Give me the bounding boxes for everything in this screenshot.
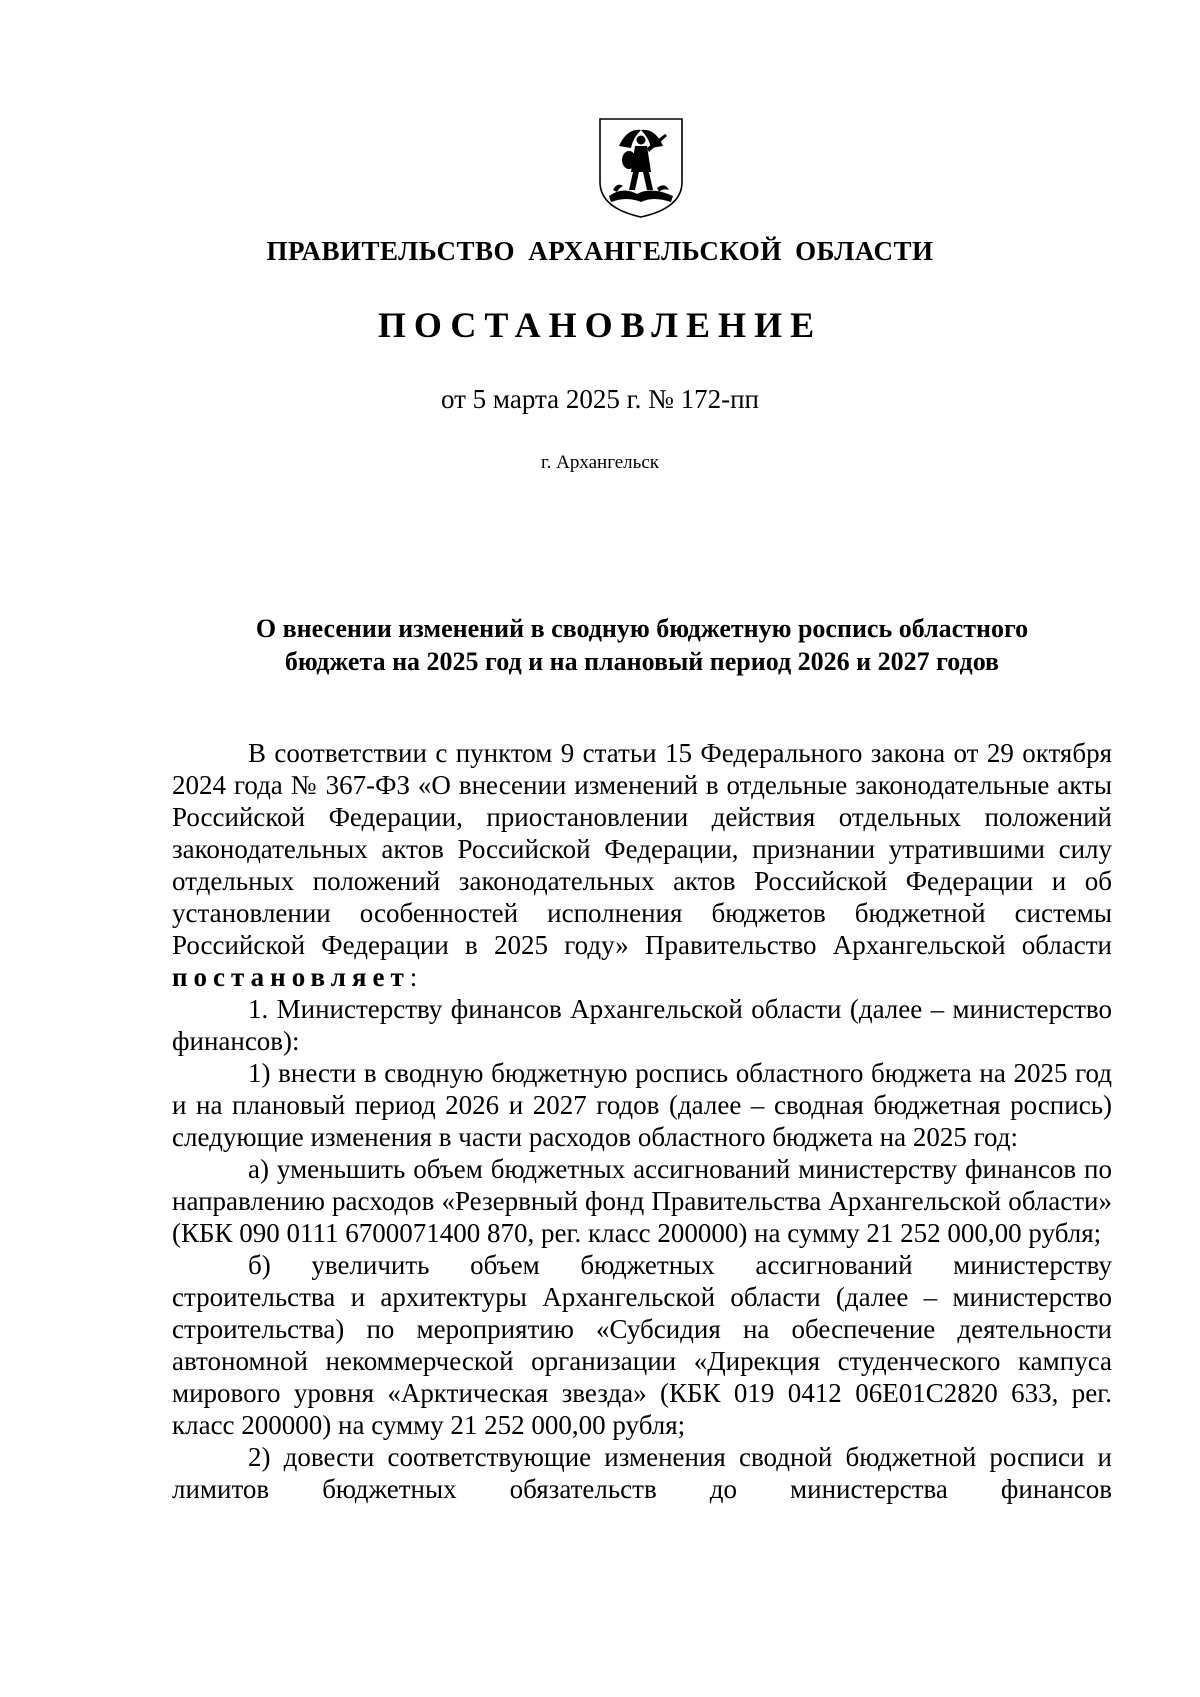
government-title: ПРАВИТЕЛЬСТВО АРХАНГЕЛЬСКОЙ ОБЛАСТИ	[266, 236, 934, 266]
paragraph-subitem-a: а) уменьшить объем бюджетных ассигнований министерству финансов по направлению расходов «Резервный фонд Правительства Архангельской области» (КБК 090 0111 6700071400 870, рег. класс 200000) на сумму 21 252 000,00 рубля;	[172, 1154, 1112, 1248]
paragraph-subitem-1: 1) внести в сводную бюджетную роспись областного бюджета на 2025 год и на плановый период 2026 и 2027 годов (далее – сводная бюджетная роспись) следующие изменения в части расходов областного бюджета на 2025 год:	[172, 1058, 1112, 1152]
document-body	[172, 737, 1112, 1505]
paragraph-subitem-2: 2) довести соответствующие изменения сводной бюджетной росписи и лимитов бюджетных обязательств до министерства финансов	[172, 1442, 1112, 1504]
resolves-word: постановляет	[172, 962, 410, 992]
document-subject	[172, 612, 1112, 678]
paragraph-subitem-b: б) увеличить объем бюджетных ассигнований министерству строительства и архитектуры Архангельской области (далее – министерство строительства) по мероприятию «Субсидия на обеспечение деятельности автономной некоммерческой организации «Дирекция студенческого кампуса мирового уровня «Арктическая звезда» (КБК 019 0412 06Е01С2820 633, рег. класс 200000) на сумму 21 252 000,00 рубля;	[172, 1250, 1112, 1440]
document-type: ПОСТАНОВЛЕНИЕ	[377, 305, 823, 345]
subject-line-2: бюджета на 2025 год и на плановый период 2026 и 2027 годов	[284, 647, 1000, 676]
subject-line-1: О внесении изменений в сводную бюджетную роспись областного	[255, 614, 1029, 643]
document-city: г. Архангельск	[540, 452, 659, 473]
paragraph-item-1: 1. Министерству финансов Архангельской области (далее – министерство финансов):	[172, 994, 1112, 1056]
paragraph-preamble	[172, 737, 1112, 993]
coat-of-arms-icon	[597, 116, 685, 220]
preamble-text: В соответствии с пунктом 9 статьи 15 Федерального закона от 29 октября 2024 года № 367-ФЗ «О внесении изменений в отдельные законодательные акты Российской Федерации, приостановлении действия отдельных положений законодательных актов Российской Федерации, признании утратившими силу отдельных положений законодательных актов Российской Федерации и об установлении особенностей исполнения бюджетов бюджетной системы Российской Федерации в 2025 году» Правительство Архангельской области	[172, 738, 1112, 960]
preamble-colon: :	[409, 962, 418, 992]
document-date-number: от 5 марта 2025 г. № 172-пп	[440, 384, 759, 414]
